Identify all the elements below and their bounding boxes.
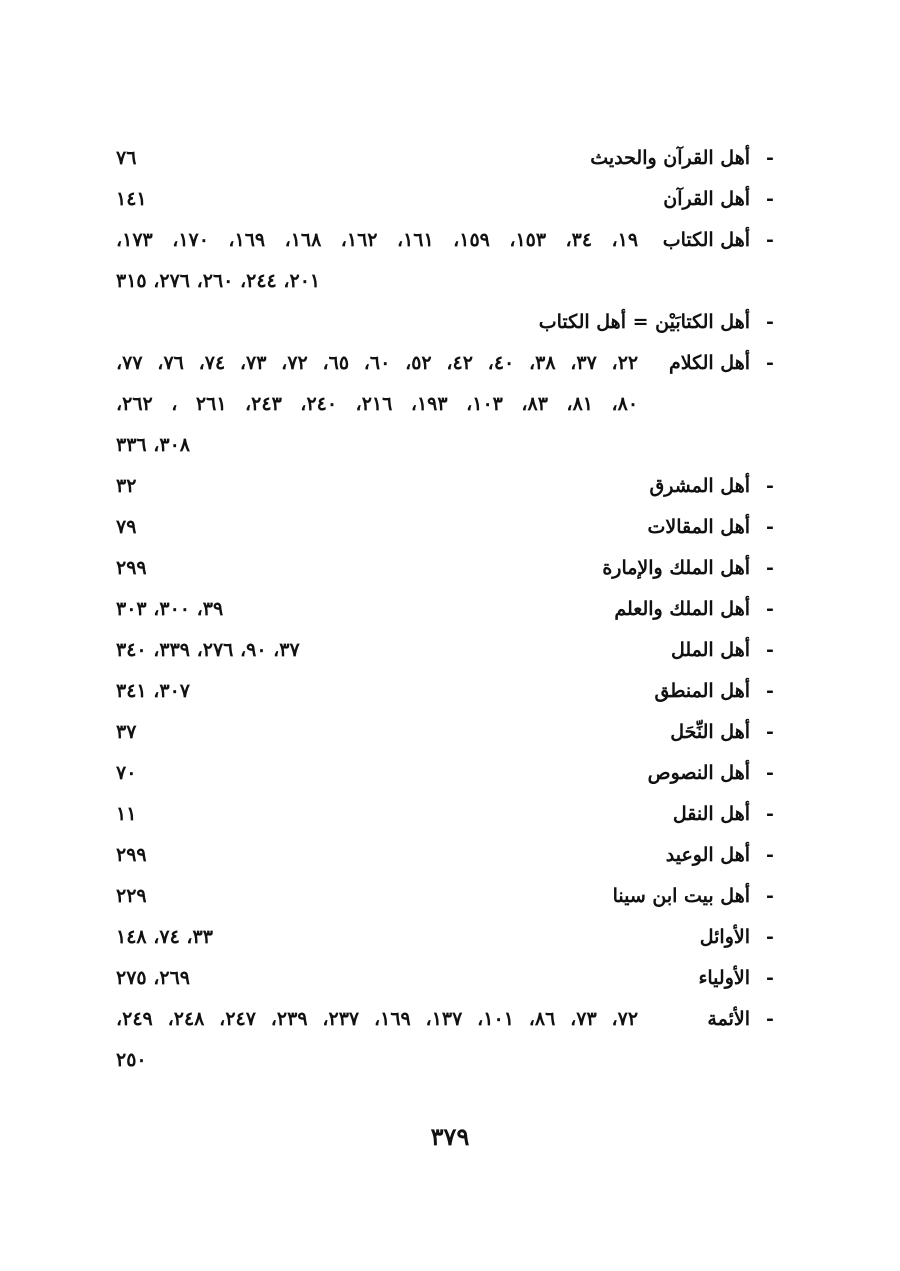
entry-refs: ٣٠٨، ٣٣٦ (116, 434, 190, 456)
entry-refs: ٣٢ (116, 475, 137, 497)
entry-term: أهل الكتابَيْن = أهل الكتاب (538, 311, 750, 333)
entry-dash: - (766, 311, 774, 333)
entry-term: أهل الملك والإمارة (602, 557, 750, 579)
entry-refs: ٢٢٩ (116, 885, 147, 907)
entry-term: أهل النصوص (647, 762, 750, 784)
page-number: ٣٧٩ (430, 1122, 470, 1151)
index-entry (116, 302, 778, 343)
index-entry (116, 876, 778, 917)
entry-term: أهل الوعيد (665, 844, 750, 866)
entry-term: أهل القرآن والحديث (590, 147, 750, 169)
entry-refs: ٢٩٩ (116, 557, 147, 579)
entry-term: أهل المشرق (649, 475, 750, 497)
entry-term: أهل الكتاب (662, 229, 750, 251)
entry-dash: - (766, 639, 774, 661)
entry-refs: ٢٩٩ (116, 844, 147, 866)
entry-dash: - (766, 967, 774, 989)
entry-dash: - (766, 516, 774, 538)
index-entry-continuation (116, 384, 778, 425)
entry-dash: - (766, 680, 774, 702)
entry-dash: - (766, 188, 774, 210)
entry-dash: - (766, 475, 774, 497)
entry-term: أهل الكلام (669, 352, 750, 374)
entry-dash: - (766, 926, 774, 948)
entry-term: أهل الملل (670, 639, 750, 661)
entry-term: الأئمة (707, 1008, 750, 1030)
entry-refs: ٢٠١، ٢٤٤، ٢٦٠، ٢٧٦، ٣١٥ (116, 270, 321, 292)
index-entry-continuation (116, 1040, 778, 1081)
entry-term: أهل الملك والعلم (614, 598, 750, 620)
entry-dash: - (766, 557, 774, 579)
entry-dash: - (766, 598, 774, 620)
index-entry (116, 712, 778, 753)
entry-dash: - (766, 762, 774, 784)
entry-refs: ٢٢، ٣٧، ٣٨، ٤٠، ٤٢، ٥٢، ٦٠، ٦٥، ٧٢، ٧٣، ٧٤، ٧٦، ٧٧، (116, 352, 639, 374)
entry-refs: ٣٠٧، ٣٤١ (116, 680, 190, 702)
entry-dash: - (766, 721, 774, 743)
entry-refs: ٧٦ (116, 147, 137, 169)
index-entry (116, 917, 778, 958)
index-entry (116, 958, 778, 999)
index-entry (116, 548, 778, 589)
index-entry (116, 794, 778, 835)
entry-refs: ١٩، ٣٤، ١٥٣، ١٥٩، ١٦١، ١٦٢، ١٦٨، ١٦٩، ١٧٠، ١٧٣، (116, 229, 639, 251)
index-entry-continuation (116, 261, 778, 302)
entry-refs: ١١ (116, 803, 137, 825)
index-entry (116, 220, 778, 261)
entry-term: الأوائل (699, 926, 750, 948)
entry-refs: ٧٢، ٧٣، ٨٦، ١٠١، ١٣٧، ١٦٩، ٢٣٧، ٢٣٩، ٢٤٧، ٢٤٨، ٢٤٩، (116, 1008, 639, 1030)
entry-dash: - (766, 147, 774, 169)
index-entry (116, 835, 778, 876)
entry-term: أهل بيت ابن سينا (612, 885, 750, 907)
index-entry (116, 507, 778, 548)
entry-refs: ٢٥٠ (116, 1049, 147, 1071)
index-entry (116, 999, 778, 1040)
index-entry (116, 671, 778, 712)
index-entries (116, 138, 778, 1081)
entry-refs: ١٤١ (116, 188, 147, 210)
index-entry (116, 343, 778, 384)
index-entry (116, 589, 778, 630)
entry-refs: ٣٧، ٩٠، ٢٧٦، ٣٣٩، ٣٤٠ (116, 639, 300, 661)
index-entry (116, 630, 778, 671)
index-entry (116, 466, 778, 507)
entry-refs: ٧٩ (116, 516, 137, 538)
entry-term: أهل النِّحَل (670, 721, 750, 743)
entry-term: أهل النقل (672, 803, 750, 825)
entry-refs: ٨٠، ٨١، ٨٣، ١٠٣، ١٩٣، ٢١٦، ٢٤٠، ٢٤٣، ٢٦١ ، ٢٦٢، (116, 393, 639, 415)
entry-refs: ٣٧ (116, 721, 137, 743)
entry-refs: ٢٦٩، ٢٧٥ (116, 967, 190, 989)
entry-dash: - (766, 844, 774, 866)
index-entry (116, 138, 778, 179)
entry-dash: - (766, 803, 774, 825)
entry-dash: - (766, 352, 774, 374)
entry-term: الأولياء (698, 967, 750, 989)
entry-dash: - (766, 229, 774, 251)
index-entry (116, 753, 778, 794)
entry-dash: - (766, 1008, 774, 1030)
entry-term: أهل المقالات (647, 516, 750, 538)
entry-refs: ٧٠ (116, 762, 137, 784)
entry-term: أهل المنطق (654, 680, 750, 702)
index-entry (116, 179, 778, 220)
entry-refs: ٣٩، ٣٠٠، ٣٠٣ (116, 598, 224, 620)
entry-term: أهل القرآن (663, 188, 750, 210)
index-entry-continuation (116, 425, 778, 466)
entry-refs: ٣٣، ٧٤، ١٤٨ (116, 926, 213, 948)
entry-dash: - (766, 885, 774, 907)
